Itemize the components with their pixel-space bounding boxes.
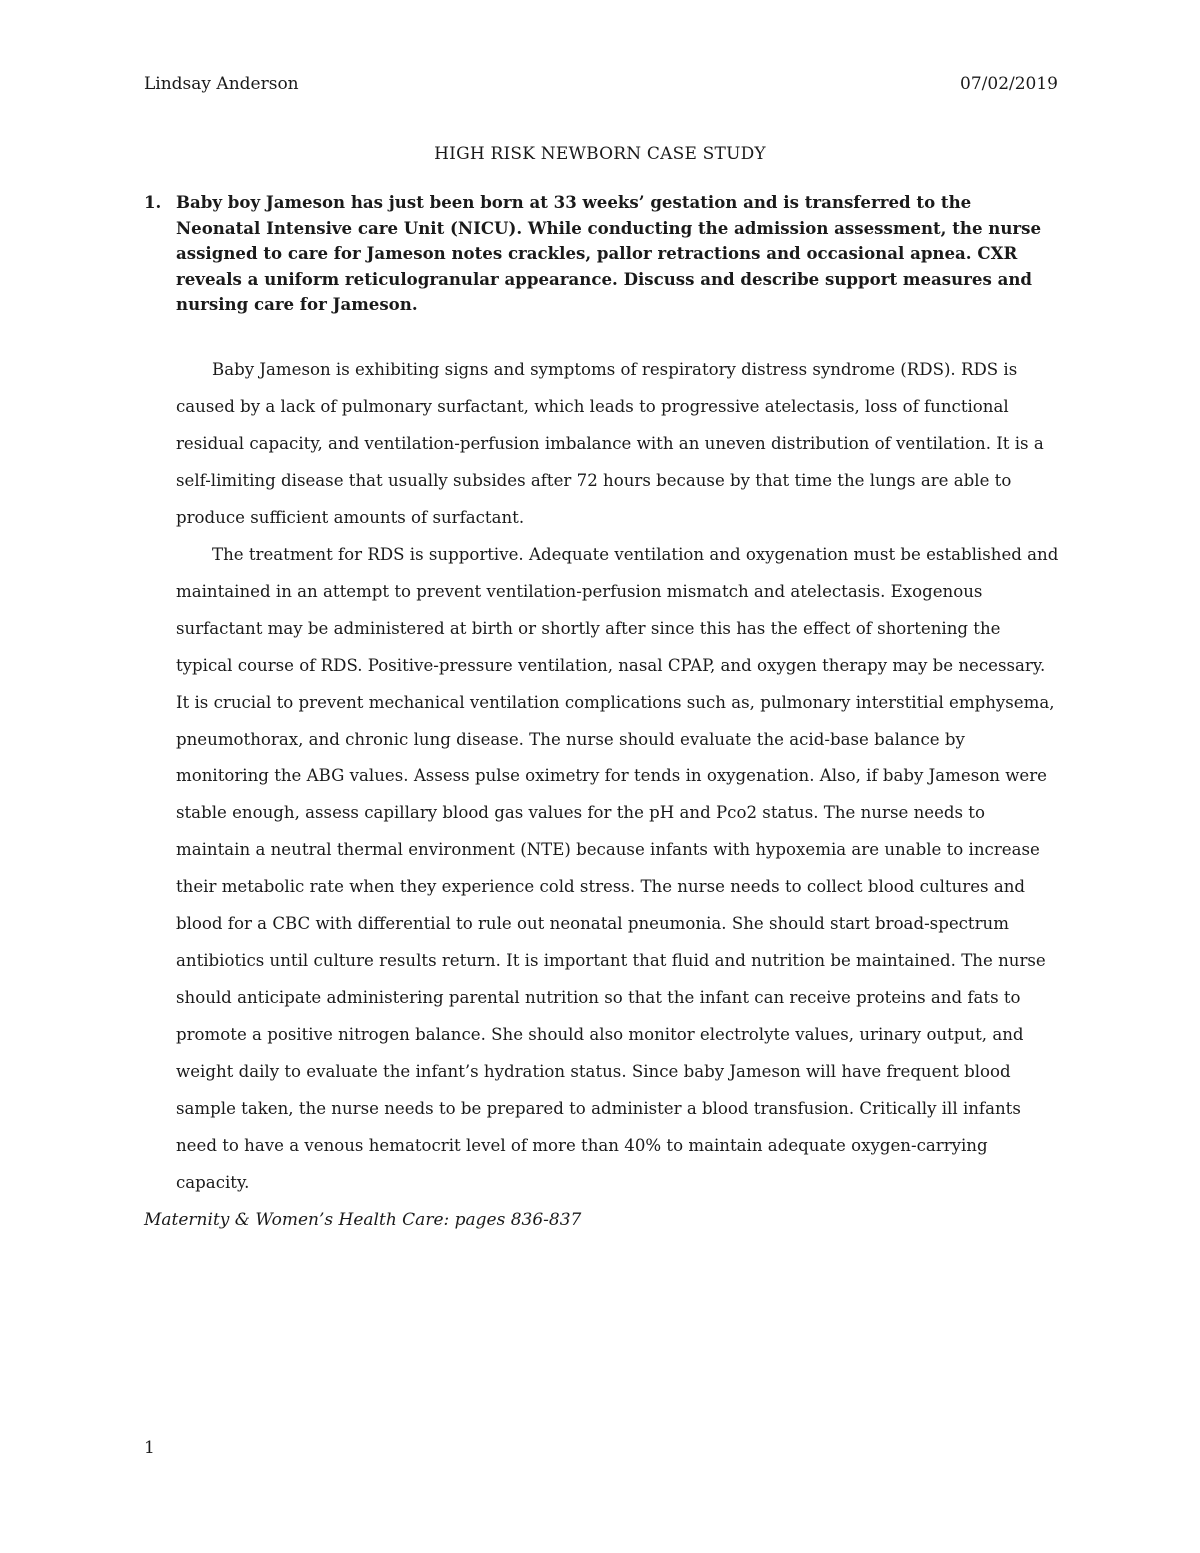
header-author: Lindsay Anderson bbox=[144, 74, 299, 94]
header-date: 07/02/2019 bbox=[960, 74, 1058, 94]
question-text: Baby boy Jameson has just been born at 33 weeks’ gestation and is transferred to the Neonatal Intensive care Unit (NICU). While conducting the admission assessment, the nurse assigned to care for Jameson notes crackles, pallor retractions and occasional apnea. CXR reveals a uniform reticulogranular appearance. Discuss and describe support measures and nursing care for Jameson. bbox=[176, 192, 1042, 314]
question-item bbox=[144, 190, 1060, 318]
page-number: 1 bbox=[144, 1438, 155, 1458]
answer-paragraph-1: Baby Jameson is exhibiting signs and symptoms of respiratory distress syndrome (RDS). RDS is caused by a lack of pulmonary surfactant, which leads to progressive atelectasis, loss of functional residual capacity, and ventilation-perfusion imbalance with an uneven distribution of ventilation. It is a self-limiting disease that usually subsides after 72 hours because by that time the lungs are able to produce sufficient amounts of surfactant. bbox=[176, 360, 1044, 527]
answer-body bbox=[176, 352, 1062, 1202]
answer-paragraph-2: The treatment for RDS is supportive. Adequate ventilation and oxygenation must be established and maintained in an attempt to prevent ventilation-perfusion mismatch and atelectasis. Exogenous surfactant may be administered at birth or shortly after since this has the effect of shortening the typical course of RDS. Positive-pressure ventilation, nasal CPAP, and oxygen therapy may be necessary. It is crucial to prevent mechanical ventilation complications such as, pulmonary interstitial emphysema, pneumothorax, and chronic lung disease. The nurse should evaluate the acid-base balance by monitoring the ABG values. Assess pulse oximetry for tends in oxygenation. Also, if baby Jameson were stable enough, assess capillary blood gas values for the pH and Pco2 status. The nurse needs to maintain a neutral thermal environment (NTE) because infants with hypoxemia are unable to increase their metabolic rate when they experience cold stress. The nurse needs to collect blood cultures and blood for a CBC with differential to rule out neonatal pneumonia. She should start broad-spectrum antibiotics until culture results return. It is important that fluid and nutrition be maintained. The nurse should anticipate administering parental nutrition so that the infant can receive proteins and fats to promote a positive nitrogen balance. She should also monitor electrolyte values, urinary output, and weight daily to evaluate the infant’s hydration status. Since baby Jameson will have frequent blood sample taken, the nurse needs to be prepared to administer a blood transfusion. Critically ill infants need to have a venous hematocrit level of more than 40% to maintain adequate oxygen-carrying capacity. bbox=[176, 544, 1059, 1192]
document-title: HIGH RISK NEWBORN CASE STUDY bbox=[434, 144, 766, 164]
question-number: 1. bbox=[144, 192, 162, 212]
citation: Maternity & Women’s Health Care: pages 836-837 bbox=[144, 1210, 582, 1230]
